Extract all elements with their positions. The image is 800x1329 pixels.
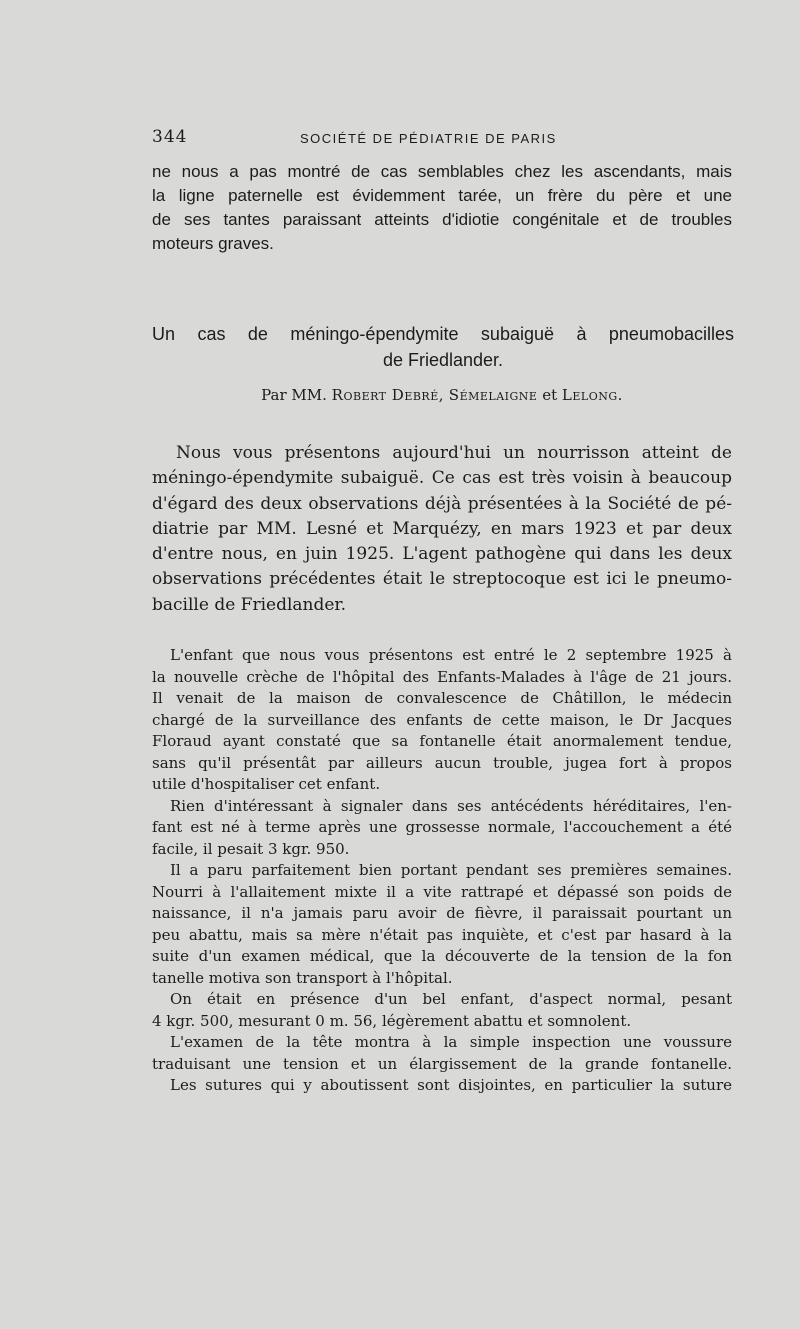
- text-line: d'entre nous, en juin 1925. L'agent pathogène qui dans les deux: [152, 544, 732, 565]
- text-line: la nouvelle crèche de l'hôpital des Enfants-Malades à l'âge de 21 jours.: [152, 667, 732, 686]
- text-line: Nous vous présentons aujourd'hui un nourrisson atteint de: [176, 443, 732, 463]
- text-line: Floraud ayant constaté que sa fontanelle était anormalement tendue,: [152, 732, 732, 750]
- continuation-paragraph: [152, 160, 732, 256]
- running-head: SOCIÉTÉ DE PÉDIATRIE DE PARIS: [300, 131, 557, 146]
- text-line: chargé de la surveillance des enfants de cette maison, le Dr Jacques: [152, 710, 732, 729]
- text-line: Les sutures qui y aboutissent sont disjointes, en particulier la suture: [170, 1076, 732, 1094]
- text-line: diatrie par MM. Lesné et Marquézy, en mars 1923 et par deux: [152, 518, 732, 539]
- text-line: peu abattu, mais sa mère n'était pas inquiète, et c'est par hasard à la: [152, 925, 732, 944]
- text-line: d'égard des deux observations déjà présentées à la Société de pé-: [152, 493, 732, 514]
- title-line-1: Un cas de méningo-épendymite subaiguë à pneumobacilles: [152, 324, 734, 344]
- author-semelaigne: Sémelaigne: [448, 386, 538, 404]
- text-line: tanelle motiva son transport à l'hôpital.: [152, 968, 453, 987]
- text-line: naissance, il n'a jamais paru avoir de fièvre, il paraissait pourtant un: [152, 904, 732, 922]
- text-line: suite d'un examen médical, que la découverte de la tension de la fon: [152, 947, 732, 965]
- body-text: [152, 645, 732, 1097]
- text-line: méningo-épendymite subaiguë. Ce cas est très voisin à beaucoup: [152, 468, 732, 489]
- text-line: Il venait de la maison de convalescence de Châtillon, le médecin: [152, 689, 732, 707]
- text-line: facile, il pesait 3 kgr. 950.: [152, 839, 350, 858]
- author-lelong: Lelong.: [561, 386, 623, 404]
- page-number: 344: [152, 127, 188, 147]
- text-line: moteurs graves.: [152, 234, 274, 253]
- text-line: L'examen de la tête montra à la simple inspection une voussure: [170, 1033, 732, 1051]
- text-line: de ses tantes paraissant atteints d'idiotie congénitale et de troubles: [152, 210, 732, 229]
- author-debre: Robert Debré,: [331, 386, 445, 404]
- text-line: utile d'hospitaliser cet enfant.: [152, 775, 381, 793]
- intro-paragraph: [152, 441, 732, 618]
- text-line: 4 kgr. 500, mesurant 0 m. 56, légèrement abattu et somnolent.: [152, 1011, 632, 1030]
- text-line: la ligne paternelle est évidemment tarée, un frère du père et une: [152, 186, 732, 205]
- text-line: L'enfant que nous vous présentons est entré le 2 septembre 1925 à: [170, 646, 732, 664]
- text-line: observations précédentes était le streptocoque est ici le pneumo-: [152, 569, 732, 590]
- authors-line: [152, 386, 732, 404]
- article-title: [152, 321, 734, 373]
- text-line: ne nous a pas montré de cas semblables chez les ascendants, mais: [152, 162, 732, 181]
- text-line: fant est né à terme après une grossesse normale, l'accouchement a été: [152, 818, 732, 836]
- title-line-2: de Friedlander.: [382, 350, 504, 370]
- text-line: sans qu'il présentât par ailleurs aucun trouble, jugea fort à propos: [152, 753, 732, 772]
- text-line: Il a paru parfaitement bien portant pendant ses premières semaines.: [170, 861, 732, 879]
- text-line: bacille de Friedlander.: [152, 594, 347, 615]
- text-line: On était en présence d'un bel enfant, d'aspect normal, pesant: [170, 990, 732, 1008]
- authors-prefix: Par MM.: [261, 386, 327, 404]
- text-line: traduisant une tension et un élargissement de la grande fontanelle.: [152, 1054, 732, 1073]
- text-line: Rien d'intéressant à signaler dans ses antécédents héréditaires, l'en-: [170, 796, 732, 815]
- text-line: Nourri à l'allaitement mixte il a vite rattrapé et dépassé son poids de: [152, 882, 732, 901]
- authors-conjunction: et: [542, 386, 558, 404]
